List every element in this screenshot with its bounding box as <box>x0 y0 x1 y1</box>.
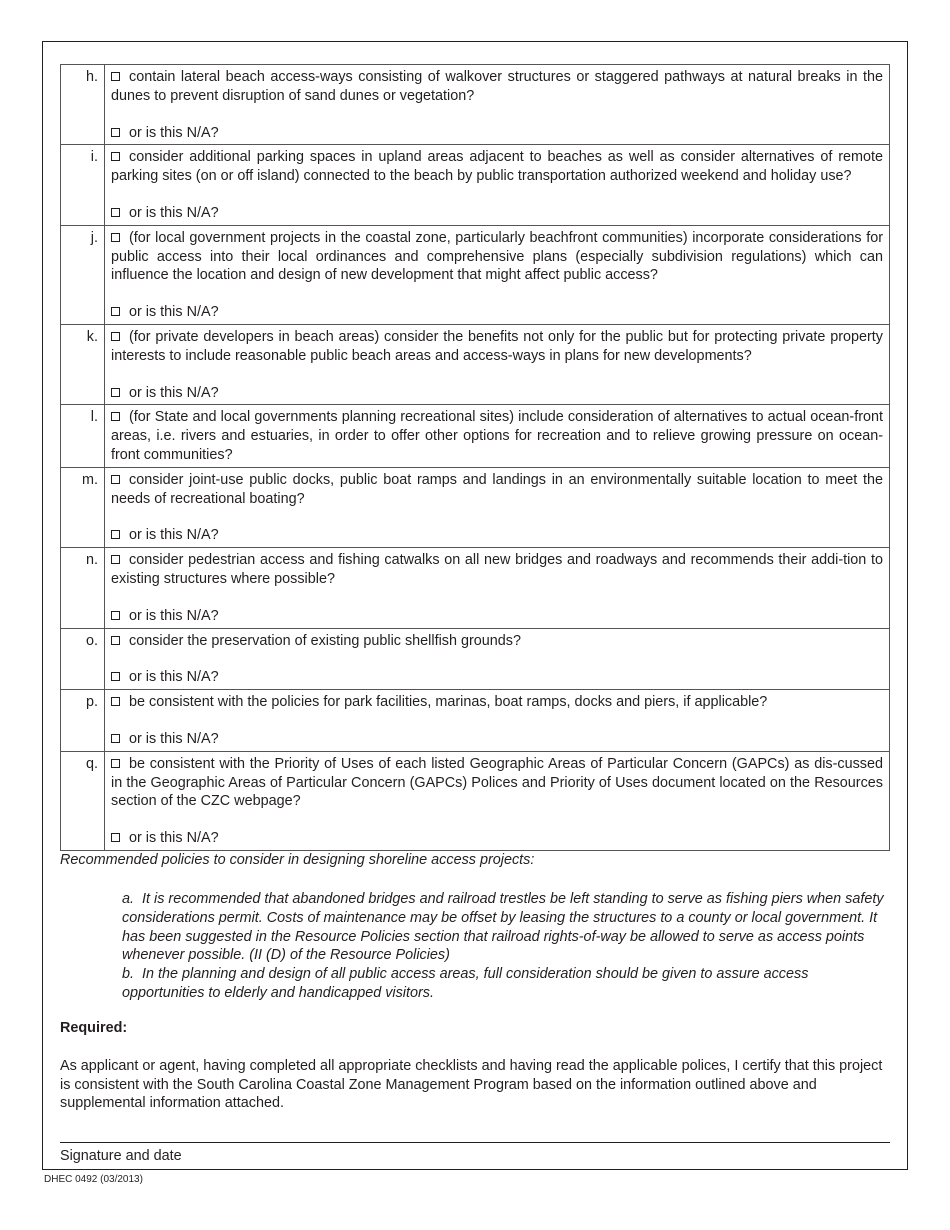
item-question <box>111 693 883 712</box>
item-letter: l. <box>61 405 105 467</box>
item-question <box>111 755 883 811</box>
checklist-table <box>60 64 890 851</box>
item-text: consider additional parking spaces in upland areas adjacent to beaches as well as consider alternatives of remote parking sites (on or off island) connected to the beach by public transportation authorized weekend and holiday use? <box>111 149 883 185</box>
yes-checkbox[interactable] <box>111 152 120 161</box>
na-checkbox[interactable] <box>111 734 120 743</box>
item-body <box>105 751 890 850</box>
required-heading: Required: <box>60 1020 128 1036</box>
yes-checkbox[interactable] <box>111 233 120 242</box>
na-option <box>111 668 883 687</box>
yes-checkbox[interactable] <box>111 72 120 81</box>
na-option <box>111 730 883 749</box>
item-question <box>111 408 883 464</box>
item-body <box>105 225 890 324</box>
item-body <box>105 65 890 145</box>
checklist-row <box>61 690 890 752</box>
yes-checkbox[interactable] <box>111 412 120 421</box>
na-label: or is this N/A? <box>129 124 219 141</box>
checklist-row <box>61 628 890 690</box>
item-letter: i. <box>61 145 105 225</box>
item-question <box>111 328 883 366</box>
item-letter: m. <box>61 467 105 547</box>
item-text: consider joint-use public docks, public boat ramps and landings in an environmentally suitable location to meet the needs of recreational boating? <box>111 471 883 507</box>
recommended-item: b. In the planning and design of all public access areas, full consideration should be given to assure access opportunities to elderly and handicapped visitors. <box>122 966 809 1001</box>
na-label: or is this N/A? <box>129 204 219 221</box>
certification-text: As applicant or agent, having completed all appropriate checklists and having read the applicable polices, I certify that this project is consistent with the South Carolina Coastal Zone Management Program based on the information outlined above and supplemental information attached. <box>60 1058 883 1112</box>
na-option <box>111 204 883 223</box>
item-question <box>111 632 883 651</box>
checklist-row <box>61 145 890 225</box>
checklist-row <box>61 467 890 547</box>
item-question <box>111 471 883 509</box>
yes-checkbox[interactable] <box>111 555 120 564</box>
checklist-row <box>61 225 890 324</box>
item-question <box>111 148 883 186</box>
yes-checkbox[interactable] <box>111 636 120 645</box>
na-label: or is this N/A? <box>129 669 219 686</box>
item-text: (for State and local governments planning recreational sites) include consideration of alternatives to actual ocean-front areas, i.e. rivers and estuaries, in order to offer other options for recreation and to relieve growing pressure on ocean-front communities? <box>111 409 883 463</box>
item-letter: p. <box>61 690 105 752</box>
na-checkbox[interactable] <box>111 208 120 217</box>
item-letter: o. <box>61 628 105 690</box>
item-body <box>105 690 890 752</box>
item-body <box>105 405 890 467</box>
checklist-row <box>61 405 890 467</box>
item-body <box>105 628 890 690</box>
signature-label: Signature and date <box>60 1148 182 1164</box>
checklist-row <box>61 65 890 145</box>
item-text: (for private developers in beach areas) consider the benefits not only for the public but for protecting private property interests to include reasonable public beach areas and access-ways in plans for new developments? <box>111 328 883 364</box>
checklist-row <box>61 548 890 628</box>
na-label: or is this N/A? <box>129 304 219 321</box>
item-question <box>111 229 883 285</box>
checklist-row <box>61 751 890 850</box>
recommended-list <box>122 890 884 1003</box>
item-text: (for local government projects in the coastal zone, particularly beachfront communities) incorporate considerations for public access into their local ordinances and comprehensive plans (especially subdivision regulations) which can influence the location and design of new development that might affect public access? <box>111 229 883 284</box>
na-checkbox[interactable] <box>111 388 120 397</box>
item-letter: q. <box>61 751 105 850</box>
item-body <box>105 467 890 547</box>
na-checkbox[interactable] <box>111 530 120 539</box>
item-body <box>105 145 890 225</box>
na-label: or is this N/A? <box>129 730 219 747</box>
item-text: be consistent with the policies for park facilities, marinas, boat ramps, docks and piers, if applicable? <box>129 694 768 711</box>
na-label: or is this N/A? <box>129 527 219 544</box>
na-label: or is this N/A? <box>129 830 219 847</box>
na-option <box>111 384 883 403</box>
item-body <box>105 324 890 404</box>
yes-checkbox[interactable] <box>111 332 120 341</box>
recommended-title: Recommended policies to consider in designing shoreline access projects: <box>60 852 535 868</box>
item-letter: k. <box>61 324 105 404</box>
signature-line[interactable] <box>60 1142 890 1143</box>
yes-checkbox[interactable] <box>111 475 120 484</box>
na-option <box>111 303 883 322</box>
na-checkbox[interactable] <box>111 672 120 681</box>
item-letter: n. <box>61 548 105 628</box>
item-letter: h. <box>61 65 105 145</box>
item-body <box>105 548 890 628</box>
na-label: or is this N/A? <box>129 384 219 401</box>
na-option <box>111 829 883 848</box>
yes-checkbox[interactable] <box>111 759 120 768</box>
item-question <box>111 551 883 589</box>
na-checkbox[interactable] <box>111 307 120 316</box>
item-text: be consistent with the Priority of Uses of each listed Geographic Areas of Particular Concern (GAPCs) as dis-cussed in the Geographic Areas of Particular Concern (GAPCs) Polices and Priority of Uses document located on the Resources section of the CZC webpage? <box>111 755 883 810</box>
item-text: contain lateral beach access-ways consisting of walkover structures or staggered pathways at natural breaks in the dunes to prevent disruption of sand dunes or vegetation? <box>111 69 883 104</box>
na-checkbox[interactable] <box>111 128 120 137</box>
na-checkbox[interactable] <box>111 611 120 620</box>
item-letter: j. <box>61 225 105 324</box>
na-label: or is this N/A? <box>129 607 219 624</box>
na-checkbox[interactable] <box>111 833 120 842</box>
recommended-item: a. It is recommended that abandoned bridges and railroad trestles be left standing to serve as fishing piers when safety considerations permit. Costs of maintenance may be offset by leasing the structures to a county or local government. It has been suggested in the Resource Policies section that railroad rights-of-way be allowed to serve as access points whenever possible. (II (D) of the Resource Policies) <box>122 891 884 964</box>
na-option <box>111 124 883 143</box>
na-option <box>111 526 883 545</box>
item-question <box>111 68 883 106</box>
item-text: consider pedestrian access and fishing catwalks on all new bridges and roadways and recommends their addi-tion to existing structures where possible? <box>111 552 883 587</box>
item-text: consider the preservation of existing public shellfish grounds? <box>129 632 521 649</box>
form-id: DHEC 0492 (03/2013) <box>44 1174 143 1185</box>
yes-checkbox[interactable] <box>111 697 120 706</box>
checklist-row <box>61 324 890 404</box>
na-option <box>111 607 883 626</box>
